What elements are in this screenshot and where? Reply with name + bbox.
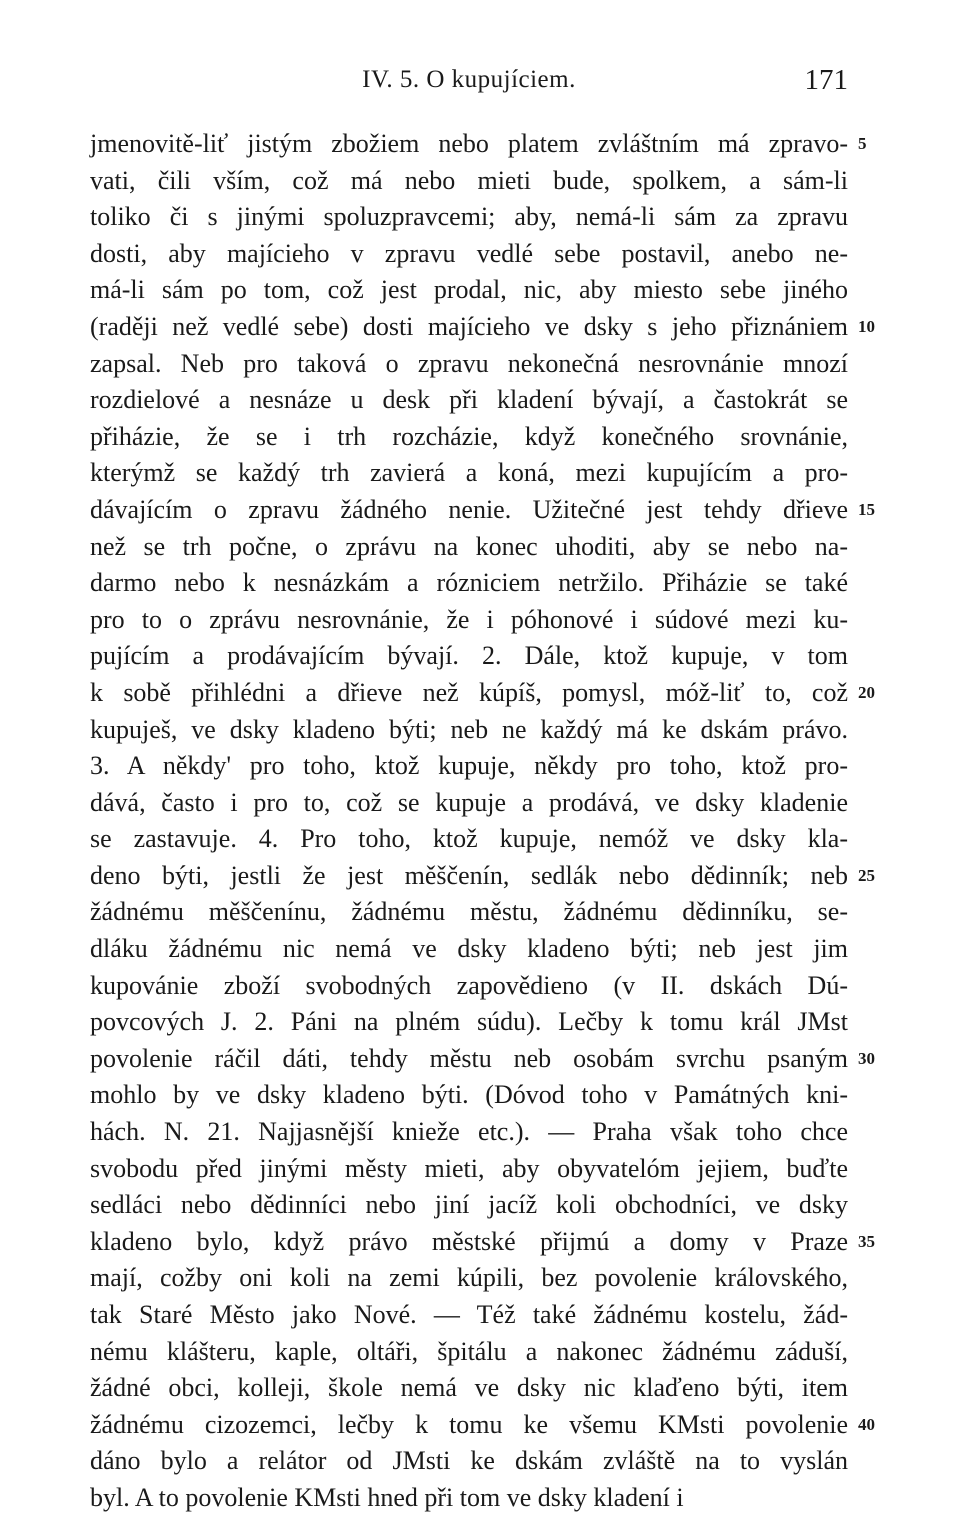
body-text xyxy=(90,126,875,1517)
text-line: vati, čili vším, což má nebo mieti bude, spolkem, a sám-li xyxy=(90,165,848,195)
text-line: povolenie ráčil dáti, tehdy městu neb osobám svrchu psaným xyxy=(90,1043,848,1073)
text-line: (raději než vedlé sebe) dosti majícieho ve dsky s jeho přiznániem xyxy=(90,311,848,341)
text-line: byl. A to povolenie KMsti hned při tom ve dsky kladení i xyxy=(90,1482,684,1512)
text-line: dáno bylo a relátor od JMsti ke dskám zvláště na to vyslán xyxy=(90,1446,848,1476)
page-number: 171 xyxy=(804,64,848,96)
line-number: 10 xyxy=(858,317,875,336)
text-line: zapsal. Neb pro taková o zpravu nekonečná nesrovnánie mnozí xyxy=(90,348,848,378)
text-line: 3. A někdy' pro toho, ktož kupuje, někdy pro toho, ktož pro- xyxy=(90,751,848,781)
line-number: 35 xyxy=(858,1232,875,1251)
text-line: nému klášteru, kaple, oltáři, špitálu a nakonec žádnému záduší, xyxy=(90,1336,848,1366)
text-line: darmo nebo k nesnázkám a rózniciem netržilo. Přiházie se také xyxy=(90,568,848,598)
text-line: mají, cožby oni koli na zemi kúpili, bez povolenie královského, xyxy=(90,1263,848,1293)
text-line: kladeno bylo, když právo městské přijmú a domy v Praze xyxy=(90,1226,848,1256)
running-head: IV. 5. O kupujíciem. xyxy=(362,66,576,93)
text-line: dosti, aby majícieho v zpravu vedlé sebe postavil, anebo ne- xyxy=(90,238,848,268)
line-number: 40 xyxy=(858,1415,875,1434)
text-line: hách. N. 21. Najjasnější knieže etc.). — Praha však toho chce xyxy=(90,1117,848,1147)
text-line: se zastavuje. 4. Pro toho, ktož kupuje, nemóž ve dsky kla- xyxy=(90,824,848,854)
text-line: rozdielové a nesnáze u desk při kladení bývají, a častokrát se xyxy=(90,385,848,415)
page-header xyxy=(90,66,848,106)
text-line: pujícím a prodávajícím bývají. 2. Dále, ktož kupuje, v tom xyxy=(90,641,848,671)
text-line: jmenovitě-liť jistým zbožiem nebo platem zvláštním má zpravo- xyxy=(90,129,848,158)
text-line: má-li sám po tom, což jest prodal, nic, aby miesto sebe jiného xyxy=(90,275,848,305)
line-number: 20 xyxy=(858,683,875,702)
text-line: dává, často i pro to, což se kupuje a prodává, ve dsky kladenie xyxy=(90,787,848,817)
line-number: 5 xyxy=(858,134,867,153)
text-line: sedláci nebo dědinníci nebo jiní jacíž koli obchodníci, ve dsky xyxy=(90,1190,848,1220)
line-number: 25 xyxy=(858,866,875,885)
text-line: deno býti, jestli že jest měščenín, sedlák nebo dědinník; neb xyxy=(90,860,848,890)
text-line: kterýmž se každý trh zavierá a koná, mezi kupujícím a pro- xyxy=(90,458,848,488)
text-line: kupuješ, ve dsky kladeno býti; neb ne každý má ke dskám právo. xyxy=(90,714,848,744)
text-line: než se trh počne, o zprávu na konec uhoditi, aby se nebo na- xyxy=(90,531,848,561)
text-line: tak Staré Město jako Nové. — Též také žádnému kostelu, žád- xyxy=(90,1300,848,1329)
text-line: dávajícím o zpravu žádného nenie. Užitečné jest tehdy dřieve xyxy=(90,494,848,524)
text-line: povcových J. 2. Páni na plném súdu). Lečby k tomu král JMst xyxy=(90,1007,848,1037)
text-line: žádnému měščenínu, žádnému městu, žádnému dědinníku, se- xyxy=(90,897,848,927)
text-line: kupovánie zboží svobodných zapovědieno (v II. dskách Dú- xyxy=(90,970,848,1000)
text-line: pro to o zprávu nesrovnánie, že i póhonové i súdové mezi ku- xyxy=(90,604,848,634)
text-line: žádné obci, kolleji, škole nemá ve dsky nic klaďeno býti, item xyxy=(90,1373,848,1403)
line-number: 30 xyxy=(858,1049,875,1068)
text-line: svobodu před jinými městy mieti, aby obyvatelóm jejiem, buďte xyxy=(90,1153,848,1183)
text-line: žádnému cizozemci, lečby k tomu ke všemu KMsti povolenie xyxy=(90,1409,848,1439)
text-line: dláku žádnému nic nemá ve dsky kladeno býti; neb jest jim xyxy=(90,934,848,964)
text-line: k sobě přihlédni a dřieve než kúpíš, pomysl, móž-liť to, což xyxy=(90,677,848,707)
text-line: mohlo by ve dsky kladeno býti. (Dóvod toho v Památných kni- xyxy=(90,1080,848,1110)
text-line: toliko či s jinými spoluzpravcemi; aby, nemá-li sám za zpravu xyxy=(90,202,848,232)
line-number: 15 xyxy=(858,500,875,519)
text-line: přiházie, že se i trh rozcházie, když konečného srovnánie, xyxy=(90,421,848,451)
